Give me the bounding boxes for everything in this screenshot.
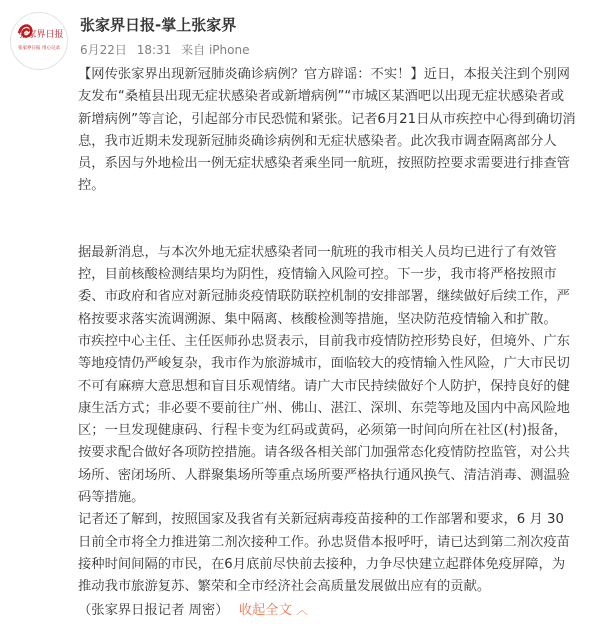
post-time[interactable]: 18:31 [136,43,172,57]
collapse-label: 收起全文 [238,602,292,618]
post-source: 来自 iPhone [181,43,250,57]
byline-row [78,599,576,622]
avatar[interactable] [10,12,68,70]
paragraph-gap [78,198,576,220]
post-header [10,8,590,64]
avatar-logo-text: 张家界日报 [18,30,64,40]
avatar-logo-subtext: 张家界日报 用心记录 [18,46,60,51]
collapse-full-text-link[interactable] [239,603,308,618]
post-meta [80,41,255,58]
byline: （张家界日报记者 周密） [78,602,229,618]
post-date[interactable]: 6月22日 [80,43,127,57]
chevron-up-icon: ︿ [296,602,309,617]
paragraph-gap [78,220,576,242]
paragraph-2: 据最新消息，与本次外地无症状感染者同一航班的我市相关人员均已进行了有效管控，目前核酸检测结果均为阴性，疫情输入风险可控。下一步，我市将严格按照市委、市政府和省应对新冠肺炎疫情联防联控机制的安排部署，继续做好后续工作，严格按要求落实流调溯源、集中隔离、核酸检测等措施，坚决防范疫情输入和扩散。 [78,244,570,327]
author-name[interactable]: 张家界日报-掌上张家界 [80,16,237,34]
post-content [78,64,576,622]
zhangjiajie-daily-logo-icon [11,13,67,69]
paragraph-3: 市疾控中心主任、主任医师孙忠贤表示，目前我市疫情防控形势良好，但境外、广东等地疫情仍严峻复杂，我市作为旅游城市，面临较大的疫情输入性风险，广大市民切不可有麻痹大意思想和盲目乐观情绪。请广大市民持续做好个人防护，保持良好的健康生活方式；非必要不要前往广州、佛山、湛江、深圳、东莞等地及国内中高风险地区；一旦发现健康码、行程卡变为红码或黄码，必须第一时间向所在社区(村)报备，按要求配合做好各项防控措施。请各级各相关部门加强常态化疫情防控监管，对公共场所、密闭场所、人群聚集场所等重点场所要严格执行通风换气、清洁消毒、测温验码等措施。 [78,333,570,506]
paragraph-1: 【网传张家界出现新冠肺炎确诊病例？官方辟谣：不实！】近日，本报关注到个别网友发布“桑植县出现无症状感染者或新增病例”“市城区某酒吧以出现无症状感染者或新增病例”等言论，引起部分市民恐慌和紧张。记者6月21日从市疾控中心得到确切消息，我市近期未发现新冠肺炎确诊病例和无症状感染者。此次我市调查隔离部分人员，系因与外地检出一例无症状感染者乘坐同一航班，按照防控要求需要进行排查管控。 [78,67,576,194]
paragraph-4: 记者还了解到，按照国家及我省有关新冠病毒疫苗接种的工作部署和要求，6 月 30 日前全市将全力推进第二剂次接种工作。孙忠贤借本报呼吁，请已达到第二剂次疫苗接种时间间隔的市民，在6月底前尽快前去接种，力争尽快建立起群体免疫屏障，为推动我市旅游复苏、繁荣和全市经济社会高质量发展做出应有的贡献。 [78,512,570,595]
